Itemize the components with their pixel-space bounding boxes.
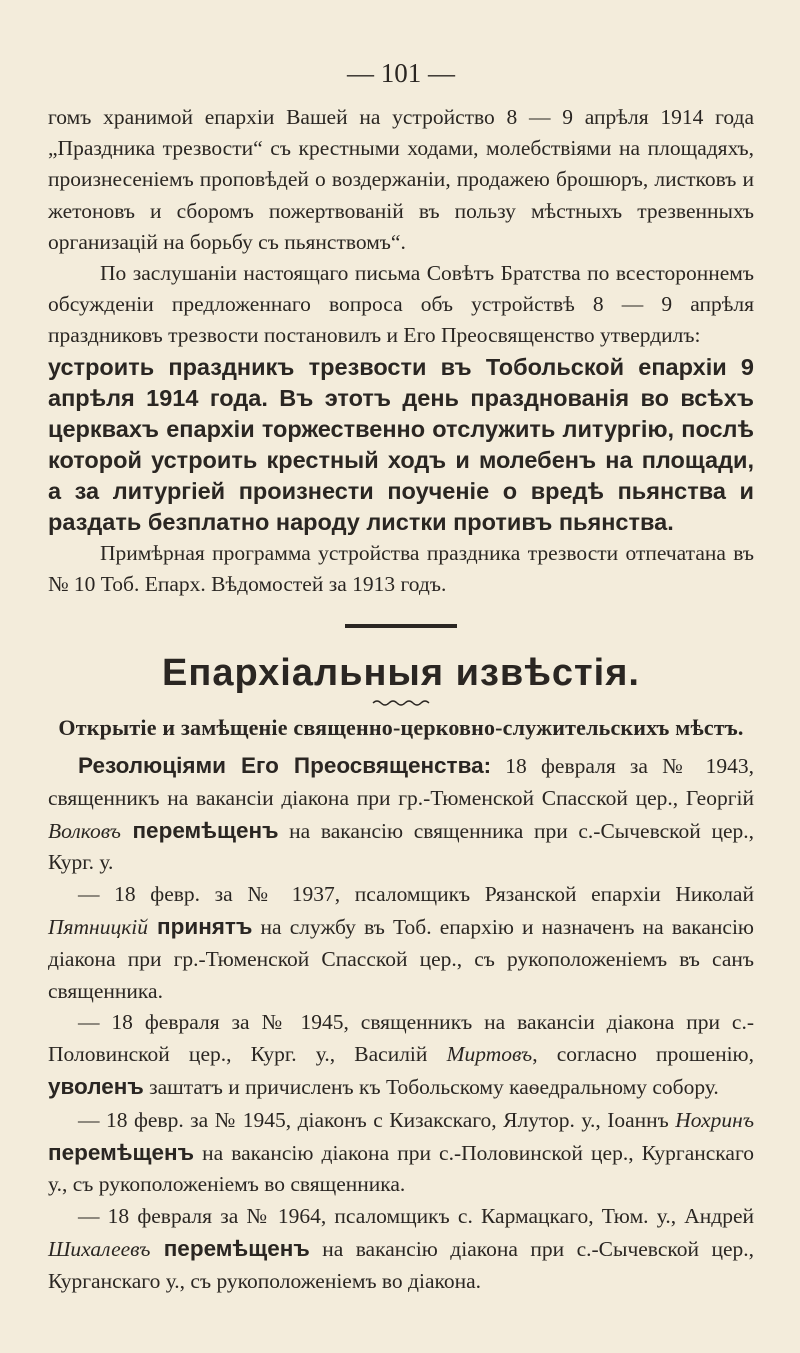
entry-3-name: Миртовъ [446,1042,533,1067]
entry-2-text: — 18 февр. за № 1937, псаломщикъ Рязанской епархіи Николай [78,882,754,907]
entry-3-text-2: , согласно прошенію, [532,1042,754,1067]
entry-1-action: перемѣщенъ [120,817,279,843]
entry-4-action: перемѣщенъ [48,1139,195,1165]
section-subtitle: Открытіе и замѣщеніе священно-церковно-служительскихъ мѣстъ. [58,715,744,741]
entry-4 [48,1104,754,1201]
entry-3-text-3: заштатъ и причисленъ къ Тобольскому каѳедральному собору. [143,1075,719,1099]
entry-3 [48,1007,754,1103]
entry-4-name: Нохринъ [675,1107,754,1132]
entry-3-text: — 18 февраля за № 1945, священникъ на вакансіи діакона при с.-Половинской цер., Кург. у., Василій [48,1010,754,1067]
paragraph-continuation: гомъ хранимой епархіи Вашей на устройство 8 — 9 апрѣля 1914 года „Праздника трезвости“ съ крестными ходами, молебствіями на площадяхъ, произнесеніемъ проповѣдей о воздержаніи, продажею брошюръ, листковъ и жетоновъ и сборомъ пожертвованій въ пользу мѣстныхъ трезвенныхъ организацій на борьбу съ пьянствомъ“. [48,105,754,254]
page-number: — 101 — [347,58,455,88]
section-divider [345,624,457,628]
entry-1-text: 18 февраля за № 1943, священникъ на вакансіи діакона при гр.-Тюменской Спасской цер., Георгій [48,754,754,810]
entry-3-action: уволенъ [48,1074,144,1099]
entry-5-text: — 18 февраля за № 1964, псаломщикъ с. Кармацкаго, Тюм. у., Андрей [78,1204,754,1229]
entry-1-name: Волковъ [48,818,121,843]
entry-1-lead: Резолюціями Его Преосвященства: [78,753,492,779]
paragraph-decision-bold: устроить праздникъ трезвости въ Тобольской епархіи 9 апрѣля 1914 года. Въ этотъ день празднованія во всѣхъ церквахъ епархіи торжественно отслужить литургію, послѣ которой устроить крестный ходъ и молебенъ на площади, а за литургіей произнести поученіе о вредѣ пьянства и раздать безплатно народу листки противъ пьянства. [48,353,754,535]
paragraph-program-note: Примѣрная программа устройства праздника трезвости отпечатана въ № 10 Тоб. Епарх. Вѣдомостей за 1913 годъ. [48,540,754,596]
paragraph-council-decision: По заслушаніи настоящаго письма Совѣтъ Братства по всестороннемъ обсужденіи предложеннаго вопроса объ устройствѣ 8 — 9 апрѣля праздниковъ трезвости постановилъ и Его Преосвященство утвердилъ: [48,261,754,348]
entry-5-action: перемѣщенъ [150,1235,310,1261]
ornament-squiggle [371,698,431,708]
entry-1-text-2: на вакансію священника при с.-Сычевской цер., Кург. у. [48,818,754,875]
entry-4-text-2: на вакансію діакона при с.-Половинской цер., Курганскаго у., съ рукоположеніемъ во священника. [48,1140,754,1197]
entry-1 [48,750,754,879]
entry-2-name: Пятницкій [48,915,148,940]
entry-2-action: принятъ [148,914,253,940]
entry-5-name: Шихалеевъ [48,1236,151,1261]
entry-2-text-2: на службу въ Тоб. епархію и назначенъ на вакансію діакона при гр.-Тюменской Спасской цер., съ рукоположеніемъ въ санъ священника. [48,915,754,1003]
entry-5 [48,1201,754,1297]
section-title: Епархіальныя извѣстія. [162,652,640,695]
entry-4-text: — 18 февр. за № 1945, діаконъ с Кизакскаго, Ялутор. у., Іоаннъ [78,1107,676,1132]
entry-5-text-2: на вакансію діакона при с.-Сычевской цер., Курганскаго у., съ рукоположеніемъ во діакона. [48,1236,754,1293]
entry-2 [48,879,754,1007]
